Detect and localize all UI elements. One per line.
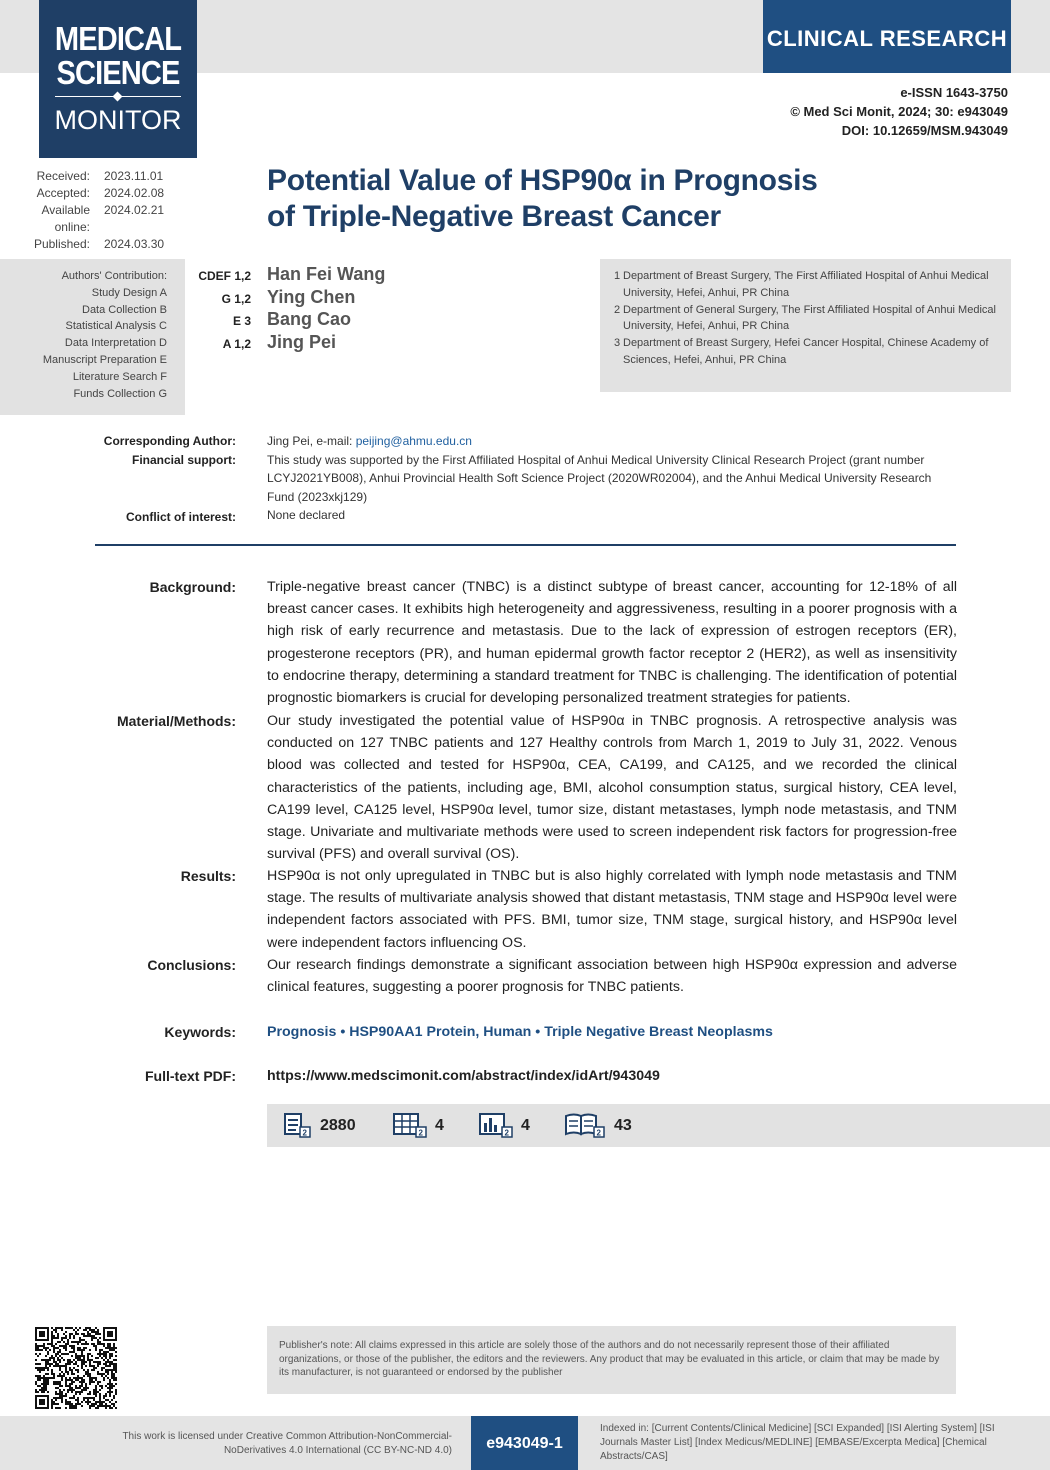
background-label: Background: [149, 579, 236, 595]
affiliation-text: Department of Breast Surgery, Hefei Cancer Hospital, Chinese Academy of Sciences, Hefei, Anhui, PR China [623, 337, 989, 366]
fulltext-link[interactable]: https://www.medscimonit.com/abstract/index/idArt/943049 [267, 1068, 660, 1084]
doi[interactable]: DOI: 10.12659/MSM.943049 [841, 123, 1008, 138]
svg-text:2: 2 [596, 1128, 601, 1138]
word-count-icon [284, 1113, 312, 1139]
license-text: This work is licensed under Creative Common Attribution-NonCommercial-NoDerivatives 4.0 International (CC BY-NC-ND 4.0) [122, 1431, 452, 1456]
reference-count [564, 1111, 632, 1141]
financial-value: This study was supported by the First Affiliated Hospital of Anhui Medical University Clinical Research Project (grant number LCYJ2021YB008), Anhui Provincial Health Soft Science Project (2020WR02004), and the Anhui Medical University Research Fund (2023xkj129) [267, 452, 932, 504]
affiliation-number: 3 [614, 337, 621, 350]
date-value: 2024.02.08 [104, 186, 165, 200]
table-count-value: 4 [435, 1117, 444, 1134]
section-tag: CLINICAL RESEARCH [763, 0, 1011, 73]
affiliation-text: Department of General Surgery, The First Affiliated Hospital of Anhui Medical University, Hefei, Anhui, PR China [623, 303, 996, 333]
reference-count-value: 43 [614, 1117, 632, 1134]
reference-count-icon [564, 1113, 606, 1139]
author-code: G 1,2 [221, 291, 251, 306]
date-value: 2023.11.01 [104, 169, 164, 183]
contribution-item: Study Design A [91, 286, 167, 299]
svg-text:2: 2 [418, 1128, 423, 1138]
journal-identifiers [790, 83, 1008, 140]
spacer [60, 469, 236, 508]
date-row [8, 202, 188, 236]
author-code: CDEF 1,2 [198, 269, 251, 283]
table-count [393, 1111, 444, 1141]
author-code: A 1,2 [222, 337, 251, 352]
qr-code[interactable] [35, 1327, 117, 1409]
date-row [8, 168, 188, 185]
logo-line-3: MONITOR [54, 105, 182, 135]
date-row [8, 236, 188, 253]
eissn: e-ISSN 1643-3750 [900, 85, 1008, 100]
corresponding-text: Jing Pei, e-mail: [267, 434, 356, 448]
article-dates [8, 168, 188, 253]
email-link[interactable]: peijing@ahmu.edu.cn [355, 434, 472, 448]
date-label: Published: [33, 237, 90, 251]
methods-label: Material/Methods: [116, 713, 236, 729]
author-codes [190, 265, 251, 356]
logo-line-1: MEDICAL [54, 20, 182, 57]
journal-logo [39, 0, 197, 158]
publisher-note: Publisher's note: All claims expressed in this article are solely those of the authors and do not necessarily represent those of their affiliated organizations, or those of the publisher, the editors and the reviewers. Any product that may be evaluated in this article, or claim that may be made by its manufacturer, is not guaranteed or endorsed by the publisher [267, 1326, 956, 1394]
author-name: Han Fei Wang [267, 264, 386, 284]
author-name: Ying Chen [267, 286, 356, 307]
indexed-in: Indexed in: [Current Contents/Clinical Medicine] [SCI Expanded] [ISI Alerting System] [ISI Journals Master List] [Index Medicus/MEDLINE] [EMBASE/Excerpta Medica] [Chemical Abstracts/CAS] [600, 1423, 995, 1462]
affiliation-text: Department of Breast Surgery, The First Affiliated Hospital of Anhui Medical University, Hefei, Anhui, PR China [623, 270, 989, 299]
title-line-1: Potential Value of HSP90α in Prognosis [267, 164, 818, 197]
word-count-value: 2880 [320, 1117, 356, 1134]
logo-line-2: SCIENCE [56, 54, 180, 91]
table-count-icon [393, 1113, 427, 1139]
results-label: Results: [180, 868, 236, 884]
affiliation-item [614, 335, 999, 369]
date-label: Accepted: [36, 186, 90, 200]
financial-label: Financial support: [131, 452, 236, 467]
article-id: e943049-1 [471, 1416, 578, 1470]
svg-text:2: 2 [504, 1128, 509, 1138]
corresponding-value [267, 432, 957, 451]
affiliations [614, 268, 999, 369]
background-text: Triple-negative breast cancer (TNBC) is a distinct subtype of breast cancer, accounting for 12-18% of all breast cancer cases. It exhibits high heterogeneity and aggressiveness, resulting in a poorer prognosis with a high risk of early recurrence and metastasis. Due to the lack of expression of estrogen receptors (ER), progesterone receptors (PR), and human epidermal growth factor receptor 2 (HER2), as well as insensitivity to endocrine therapy, determining a standard treatment for TNBC is challenging. The identification of potential prognostic biomarkers is crucial for developing personalized treatment strategies for patients. [267, 579, 957, 707]
author-code: E 3 [232, 314, 251, 329]
meta-labels [60, 432, 236, 527]
contribution-item: Data Interpretation D [64, 337, 167, 350]
diamond-icon [113, 92, 123, 102]
affiliation-number: 1 [614, 270, 621, 282]
section-rule [95, 544, 956, 546]
contribution-item: Manuscript Preparation E [42, 353, 167, 366]
date-label: Received: [36, 169, 90, 183]
conflict-label: Conflict of interest: [126, 510, 236, 524]
conclusions-text: Our research findings demonstrate a significant association between high HSP90α expression and adverse clinical features, suggesting a poorer prognosis for TNBC patients. [267, 957, 957, 996]
conclusions-label: Conclusions: [147, 957, 236, 973]
keywords-label: Keywords: [164, 1024, 236, 1040]
author-list [267, 263, 385, 354]
date-row [8, 185, 188, 202]
citation: © Med Sci Monit, 2024; 30: e943049 [790, 104, 1008, 119]
figure-count-icon [479, 1113, 513, 1139]
affiliation-item [614, 302, 999, 336]
author-name: Bang Cao [267, 309, 352, 330]
author-name: Jing Pei [267, 332, 337, 353]
date-value: 2024.02.21 [104, 203, 165, 217]
date-value: 2024.03.30 [104, 237, 165, 251]
contribution-item: Funds Collection G [73, 387, 167, 400]
article-stats-bar [267, 1104, 1050, 1147]
title-line-2: of Triple-Negative Breast Cancer [267, 200, 721, 233]
figure-count [479, 1111, 530, 1141]
contribution-item: Literature Search F [72, 370, 167, 383]
keywords[interactable]: Prognosis • HSP90AA1 Protein, Human • Triple Negative Breast Neoplasms [267, 1024, 773, 1040]
svg-text:2: 2 [302, 1128, 307, 1138]
affiliation-number: 2 [614, 303, 621, 316]
conflict-value: None declared [267, 508, 346, 522]
fulltext-label: Full-text PDF: [145, 1068, 236, 1084]
date-label: Available online: [41, 203, 90, 234]
results-text: HSP90α is not only upregulated in TNBC but is also highly correlated with lymph node metastasis and TNM stage. The results of multivariate analysis showed that distant metastasis, TNM stage and HSP90α level were independent factors associated with PFS. BMI, tumor size, TNM stage, surgical history, and HSP90α level were independent factors influencing OS. [267, 868, 957, 951]
contribution-item: Authors' Contribution: [61, 270, 167, 282]
methods-text: Our study investigated the potential value of HSP90α in TNBC prognosis. A retrospective analysis was conducted on 127 TNBC patients and 127 Healthy controls from March 1, 2019 to July 31, 2022. Venous blood was collected and tested for HSP90α, CEA, CA199, and CA125, and we recorded the clinical characteristics of the patients, including age, BMI, alcohol consumption status, surgical history, CEA level, CA199 level, CA125 level, HSP90α level, tumor size, distant metastases, lymph node metastasis, and TNM stage. Univariate and multivariate methods were used to screen independent risk factors for progression-free survival (PFS) and overall survival (OS). [267, 713, 957, 863]
contribution-legend [0, 268, 167, 402]
meta-values [267, 432, 957, 525]
figure-count-value: 4 [521, 1117, 530, 1134]
affiliation-item [614, 268, 999, 302]
article-title [267, 163, 887, 235]
word-count [284, 1111, 356, 1141]
corresponding-label: Corresponding Author: [103, 434, 236, 448]
contribution-item: Data Collection B [82, 303, 167, 316]
contribution-item: Statistical Analysis C [65, 320, 167, 333]
